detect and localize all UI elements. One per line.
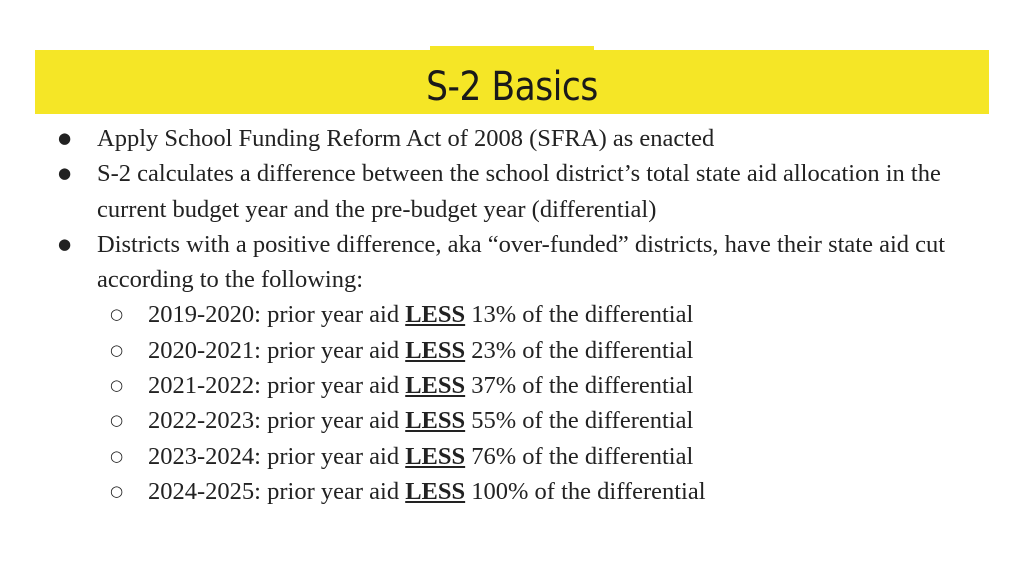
bullet-text: Apply School Funding Reform Act of 2008 (SFRA) as enacted (97, 125, 715, 152)
bullet-item (0, 156, 977, 227)
less-keyword: LESS (405, 407, 466, 435)
sub-bullet-suffix: 100% of the differential (465, 477, 706, 505)
circle-bullet-icon: ○ (110, 481, 124, 500)
circle-bullet-icon: ○ (110, 305, 124, 324)
sub-bullet-year: 2020-2021 (148, 336, 255, 364)
less-keyword: LESS (405, 336, 466, 364)
sub-bullet-prefix: : prior year aid (254, 477, 406, 505)
circle-bullet-icon: ○ (110, 411, 124, 430)
less-keyword: LESS (405, 477, 466, 505)
sub-bullet-prefix: : prior year aid (254, 407, 406, 435)
sub-bullet-item (0, 333, 1024, 368)
circle-bullet-icon: ○ (110, 446, 124, 465)
sub-bullet-prefix: : prior year aid (254, 372, 406, 400)
sub-bullet-prefix: : prior year aid (254, 336, 406, 364)
bullet-dot-icon: ● (58, 164, 72, 183)
sub-bullet-item (0, 474, 1024, 509)
sub-bullet-suffix: 23% of the differential (465, 336, 694, 364)
bullet-text: Districts with a positive difference, aka “over-funded” districts, have their state aid cut according to the following: (97, 230, 946, 294)
less-keyword: LESS (405, 301, 466, 329)
sub-bullet-year: 2019-2020 (148, 301, 255, 329)
sub-bullet-item (0, 403, 1024, 438)
bullet-dot-icon: ● (58, 129, 72, 147)
sub-bullet-item (0, 439, 1024, 474)
sub-bullet-suffix: 55% of the differential (465, 407, 694, 435)
sub-bullet-suffix: 37% of the differential (465, 372, 694, 400)
sub-bullet-prefix: : prior year aid (254, 442, 406, 470)
sub-bullet-year: 2022-2023 (148, 407, 255, 435)
circle-bullet-icon: ○ (110, 340, 124, 359)
bullet-item (0, 121, 977, 156)
bullet-dot-icon: ● (58, 234, 72, 253)
bullet-text: S-2 calculates a difference between the school district’s total state aid allocation in the current budget year and the pre-budget year (differential) (97, 160, 941, 223)
bullet-item (0, 227, 977, 298)
sub-bullet-suffix: 13% of the differential (465, 301, 694, 329)
sub-bullet-item (0, 368, 1024, 403)
sub-bullet-year: 2024-2025 (148, 477, 255, 505)
slide-title: S-2 Basics (426, 64, 598, 110)
sub-bullet-year: 2023-2024 (148, 442, 255, 470)
circle-bullet-icon: ○ (110, 376, 124, 395)
sub-bullet-item (0, 297, 1024, 332)
sub-bullet-year: 2021-2022 (148, 372, 255, 400)
sub-bullet-prefix: : prior year aid (254, 301, 406, 329)
less-keyword: LESS (405, 372, 466, 400)
less-keyword: LESS (405, 442, 466, 470)
slide-content (0, 121, 1024, 509)
sub-bullet-suffix: 76% of the differential (465, 442, 694, 470)
